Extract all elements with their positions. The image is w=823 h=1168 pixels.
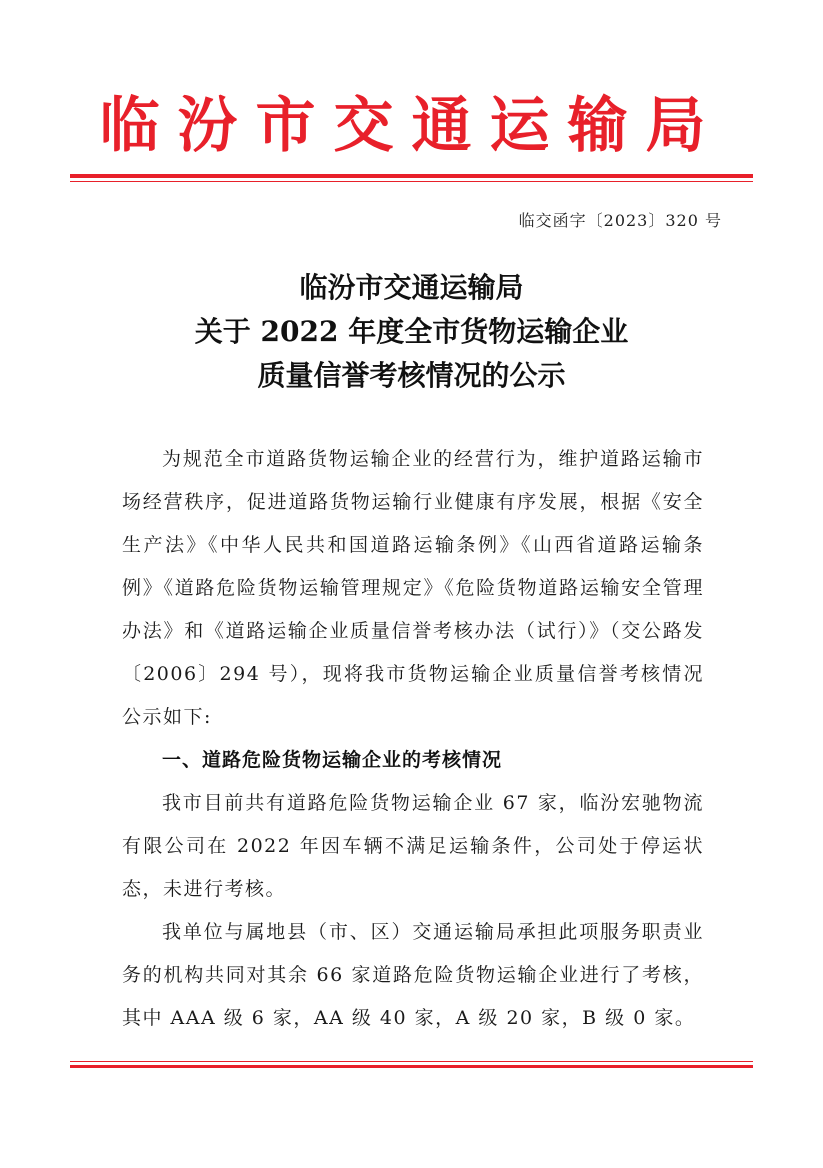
section-1-heading: 一、道路危险货物运输企业的考核情况 xyxy=(162,749,503,771)
title-line-2: 关于 2022 年度全市货物运输企业 xyxy=(194,315,629,348)
title-line-1: 临汾市交通运输局 xyxy=(299,271,524,304)
masthead-org-name: 临汾市交通运输局 xyxy=(99,91,724,161)
document-title xyxy=(90,266,733,398)
section-1-paragraph-1: 我市目前共有道路危险货物运输企业 67 家，临汾宏驰物流有限公司在 2022 年因车辆不满足运输条件，公司处于停运状态，未进行考核。 xyxy=(122,792,704,900)
document-body xyxy=(122,438,704,1040)
title-line-3: 质量信誉考核情况的公示 xyxy=(257,359,566,392)
footer-rule-thick xyxy=(70,1065,753,1068)
footer-rule-thin xyxy=(70,1061,753,1062)
document-number: 临交函字〔2023〕320 号 xyxy=(518,211,722,230)
masthead-rule-thin xyxy=(70,181,753,182)
masthead-rule-thick xyxy=(70,174,753,178)
intro-paragraph: 为规范全市道路货物运输企业的经营行为，维护道路运输市场经营秩序，促进道路货物运输行业健康有序发展，根据《安全生产法》《中华人民共和国道路运输条例》《山西省道路运输条例》《道路危险货物运输管理规定》《危险货物道路运输安全管理办法》和《道路运输企业质量信誉考核办法（试行）》（交公路发〔2006〕294 号），现将我市货物运输企业质量信誉考核情况公示如下: xyxy=(122,448,704,728)
section-1-paragraph-2: 我单位与属地县（市、区）交通运输局承担此项服务职责业务的机构共同对其余 66 家道路危险货物运输企业进行了考核，其中 AAA 级 6 家，AA 级 40 家，A 级 20 家，B 级 0 家。 xyxy=(122,921,704,1029)
